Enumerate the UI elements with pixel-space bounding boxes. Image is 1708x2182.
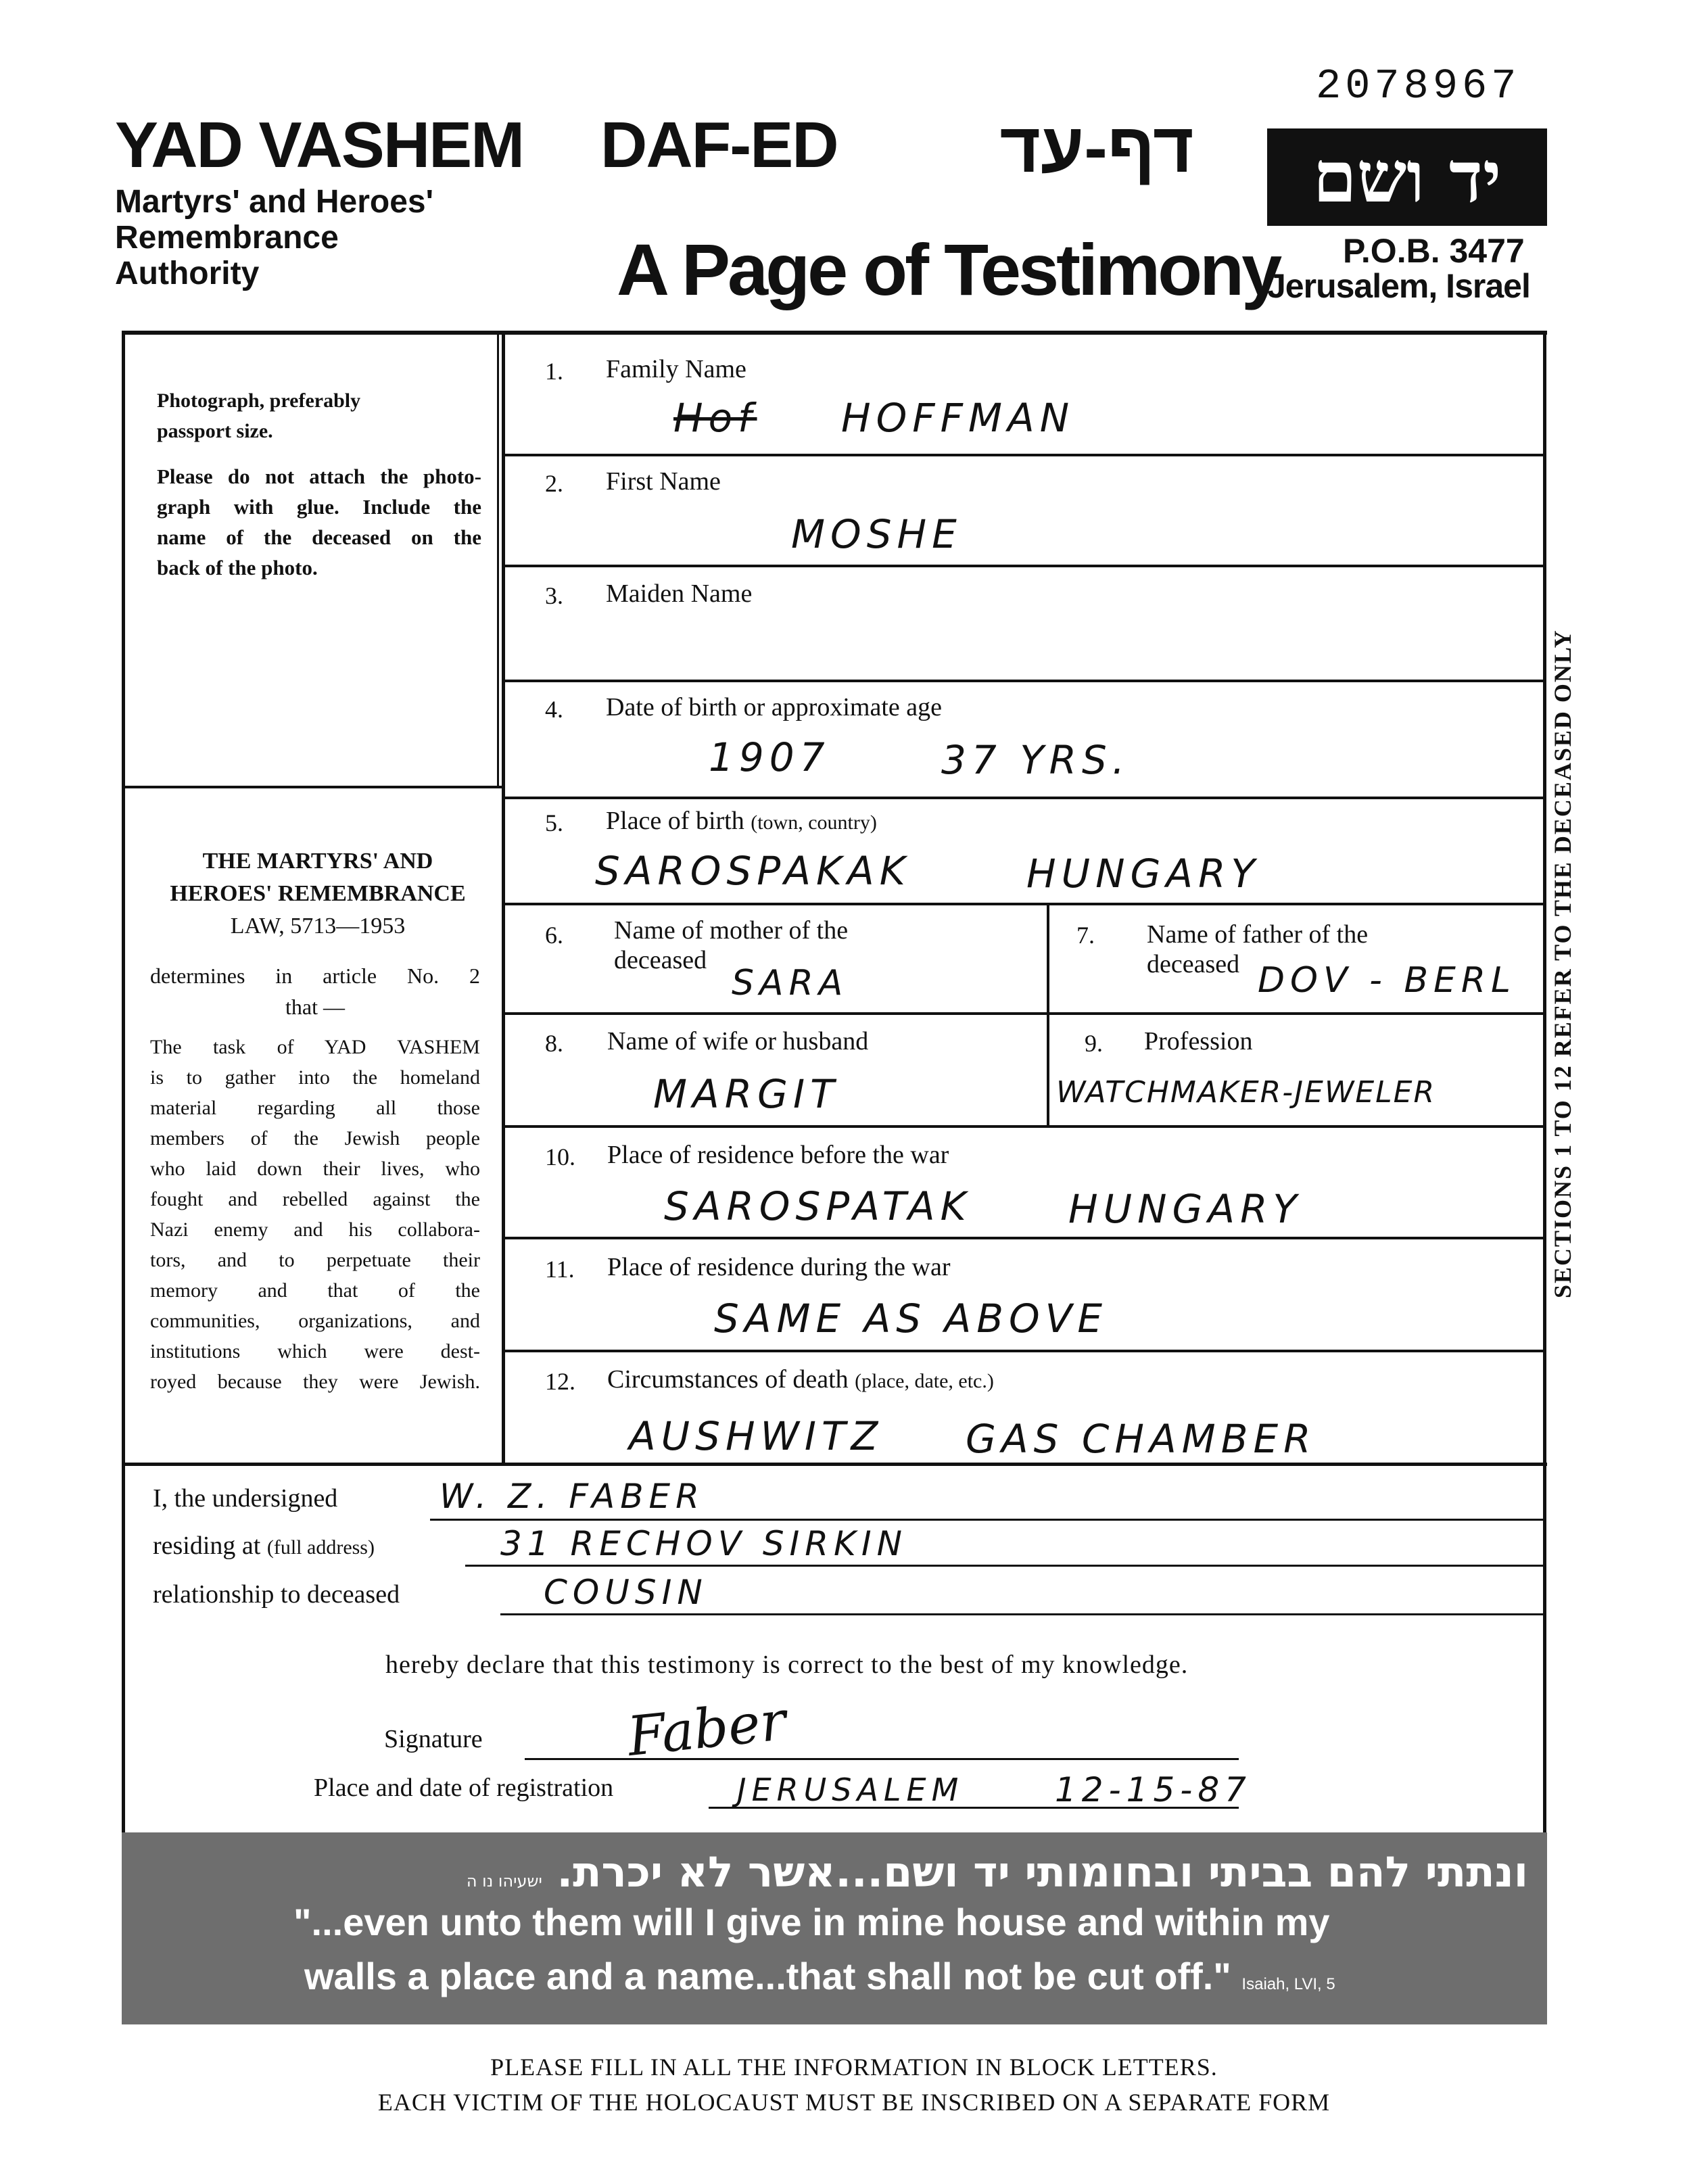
org-subtitle-3: Authority bbox=[115, 256, 260, 291]
field-5-number: 5. bbox=[545, 809, 563, 836]
field-2-number: 2. bbox=[545, 470, 563, 497]
residing-label bbox=[153, 1531, 375, 1561]
field-9-label: Profession bbox=[1144, 1027, 1253, 1056]
hebrew-logo bbox=[1267, 128, 1547, 226]
law-text-line: members of the Jewish people bbox=[150, 1127, 480, 1149]
undersigned-value[interactable]: W. Z. FABER bbox=[440, 1477, 705, 1516]
banner-english-line-2 bbox=[304, 1954, 1335, 1998]
banner-hebrew bbox=[466, 1847, 1528, 1897]
law-title bbox=[142, 845, 494, 943]
footer-instruction-2: EACH VICTIM OF THE HOLOCAUST MUST BE INSCRIBED ON A SEPARATE FORM bbox=[377, 2089, 1331, 2116]
registration-place-value[interactable]: JERUSALEM bbox=[737, 1772, 964, 1808]
org-subtitle-2: Remembrance bbox=[115, 220, 339, 256]
field-1-label: Family Name bbox=[606, 355, 746, 383]
form-number: 2078967 bbox=[1316, 62, 1521, 110]
field-1-struck-value: Hof bbox=[673, 395, 757, 441]
banner-english-text-2: walls a place and a name...that shall not be cut off." bbox=[304, 1955, 1231, 1997]
undersigned-label: I, the undersigned bbox=[153, 1484, 338, 1513]
side-note: SECTIONS 1 TO 12 REFER TO THE DECEASED ONLY bbox=[1549, 629, 1576, 1298]
photo-size-line-1: Photograph, preferably bbox=[157, 389, 361, 412]
law-text-line: memory and that of the bbox=[150, 1279, 480, 1302]
law-determines-line: determines in article No. 2 bbox=[150, 964, 480, 988]
field-12-label bbox=[607, 1365, 994, 1394]
father-name-value[interactable]: DOV - BERL bbox=[1258, 960, 1516, 1001]
field-4-label: Date of birth or approximate age bbox=[606, 693, 942, 721]
field-6-label-line-2: deceased bbox=[614, 946, 707, 974]
field-6-number: 6. bbox=[545, 922, 563, 949]
field-8-number: 8. bbox=[545, 1030, 563, 1057]
residing-label-main: residing at bbox=[153, 1532, 261, 1560]
photo-instr-line: Please do not attach the photo- bbox=[157, 465, 481, 488]
birth-year-value[interactable]: 1907 bbox=[709, 734, 830, 780]
law-text-line: fought and rebelled against the bbox=[150, 1188, 480, 1210]
org-subtitle-1: Martyrs' and Heroes' bbox=[115, 184, 433, 220]
relationship-label: relationship to deceased bbox=[153, 1580, 400, 1609]
banner-english-ref: Isaiah, LVI, 5 bbox=[1241, 1975, 1335, 1993]
field-5-label-main: Place of birth bbox=[606, 807, 744, 835]
photo-instr-line: back of the photo. bbox=[157, 556, 318, 579]
field-6-label-line-1: Name of mother of the bbox=[614, 916, 849, 945]
quote-banner bbox=[122, 1832, 1547, 2024]
photo-size-line-2: passport size. bbox=[157, 420, 273, 442]
death-place-value[interactable]: AUSHWITZ bbox=[629, 1413, 884, 1459]
relationship-value[interactable]: COUSIN bbox=[544, 1573, 708, 1612]
footer-instruction-1: PLEASE FILL IN ALL THE INFORMATION IN BLOCK LETTERS. bbox=[490, 2054, 1218, 2081]
law-text-line: material regarding all those bbox=[150, 1097, 480, 1119]
age-value[interactable]: 37 YRS. bbox=[941, 737, 1131, 783]
declaration-statement: hereby declare that this testimony is correct to the best of my knowledge. bbox=[385, 1651, 1189, 1679]
residence-before-town-value[interactable]: SAROSPATAK bbox=[664, 1183, 972, 1229]
field-7-label-line-1: Name of father of the bbox=[1147, 920, 1369, 949]
field-12-label-small: (place, date, etc.) bbox=[855, 1370, 994, 1392]
mother-name-value[interactable]: SARA bbox=[732, 963, 849, 1003]
law-text bbox=[150, 1032, 480, 1397]
field-5-label bbox=[606, 806, 877, 836]
field-11-label: Place of residence during the war bbox=[607, 1253, 951, 1281]
law-text-line: The task of YAD VASHEM bbox=[150, 1036, 480, 1058]
org-name: YAD VASHEM bbox=[115, 109, 524, 181]
banner-hebrew-text: ונתתי להם בביתי ובחומותי יד ושם...אשר לא יכרת. bbox=[556, 1847, 1528, 1897]
signature-label: Signature bbox=[384, 1725, 483, 1753]
residence-during-value[interactable]: SAME AS ABOVE bbox=[714, 1296, 1108, 1342]
pob: P.O.B. 3477 bbox=[1343, 232, 1525, 270]
law-determines bbox=[150, 960, 480, 1022]
banner-english-line-1: "...even unto them will I give in mine house and within my bbox=[293, 1901, 1330, 1943]
birth-town-value[interactable]: SAROSPAKAK bbox=[595, 848, 911, 894]
field-2-label: First Name bbox=[606, 467, 721, 496]
family-name-value[interactable]: HOFFMAN bbox=[841, 395, 1075, 441]
residing-label-small: (full address) bbox=[266, 1536, 375, 1559]
law-text-line: Nazi enemy and his collabora- bbox=[150, 1218, 480, 1241]
field-3-label: Maiden Name bbox=[606, 579, 753, 608]
field-12-number: 12. bbox=[545, 1368, 575, 1395]
spouse-name-value[interactable]: MARGIT bbox=[653, 1071, 840, 1117]
law-text-line: royed because they were Jewish. bbox=[150, 1371, 480, 1393]
law-determines-line: that — bbox=[285, 995, 345, 1019]
photo-instr-line: name of the deceased on the bbox=[157, 525, 481, 549]
field-4-number: 4. bbox=[545, 696, 563, 723]
field-1-number: 1. bbox=[545, 358, 563, 385]
death-circumstance-value[interactable]: GAS CHAMBER bbox=[966, 1416, 1316, 1462]
field-3-number: 3. bbox=[545, 582, 563, 609]
registration-date-value[interactable]: 12-15-87 bbox=[1055, 1770, 1252, 1809]
hebrew-daf-ed-heading: דף-עד bbox=[999, 109, 1194, 187]
law-title-line: LAW, 5713—1953 bbox=[230, 914, 406, 939]
place-date-label: Place and date of registration bbox=[314, 1774, 614, 1802]
signature-value[interactable]: Faber bbox=[624, 1688, 789, 1769]
law-text-line: tors, and to perpetuate their bbox=[150, 1249, 480, 1271]
photo-instr-line: graph with glue. Include the bbox=[157, 495, 481, 519]
field-9-number: 9. bbox=[1085, 1030, 1103, 1057]
residence-before-country-value[interactable]: HUNGARY bbox=[1068, 1186, 1302, 1232]
page-title: A Page of Testimony bbox=[617, 229, 1280, 310]
first-name-value[interactable]: MOSHE bbox=[791, 511, 962, 557]
field-7-label-line-2: deceased bbox=[1147, 950, 1240, 978]
law-title-line: HEROES' REMEMBRANCE bbox=[170, 881, 466, 906]
daf-ed-heading: DAF-ED bbox=[600, 109, 838, 181]
law-text-line: institutions which were dest- bbox=[150, 1340, 480, 1362]
law-text-line: who laid down their lives, who bbox=[150, 1158, 480, 1180]
field-10-label: Place of residence before the war bbox=[607, 1141, 949, 1169]
law-text-line: is to gather into the homeland bbox=[150, 1066, 480, 1089]
field-11-number: 11. bbox=[545, 1256, 575, 1283]
city: Jerusalem, Israel bbox=[1267, 267, 1530, 305]
field-8-label: Name of wife or husband bbox=[607, 1027, 869, 1056]
birth-country-value[interactable]: HUNGARY bbox=[1026, 851, 1260, 897]
field-5-label-small: (town, country) bbox=[751, 811, 877, 834]
hebrew-logo-text: יד ושם bbox=[1312, 135, 1502, 218]
residing-value[interactable]: 31 RECHOV SIRKIN bbox=[500, 1524, 907, 1563]
field-12-label-main: Circumstances of death bbox=[607, 1365, 849, 1394]
banner-hebrew-ref: ישעיהו נו ה bbox=[466, 1872, 542, 1891]
law-title-line: THE MARTYRS' AND bbox=[202, 849, 433, 874]
law-text-line: communities, organizations, and bbox=[150, 1310, 480, 1332]
field-7-number: 7. bbox=[1076, 922, 1095, 949]
field-10-number: 10. bbox=[545, 1143, 575, 1170]
profession-value[interactable]: WATCHMAKER-JEWELER bbox=[1056, 1075, 1436, 1110]
photo-size-note bbox=[157, 385, 360, 446]
photo-instructions bbox=[157, 461, 481, 583]
